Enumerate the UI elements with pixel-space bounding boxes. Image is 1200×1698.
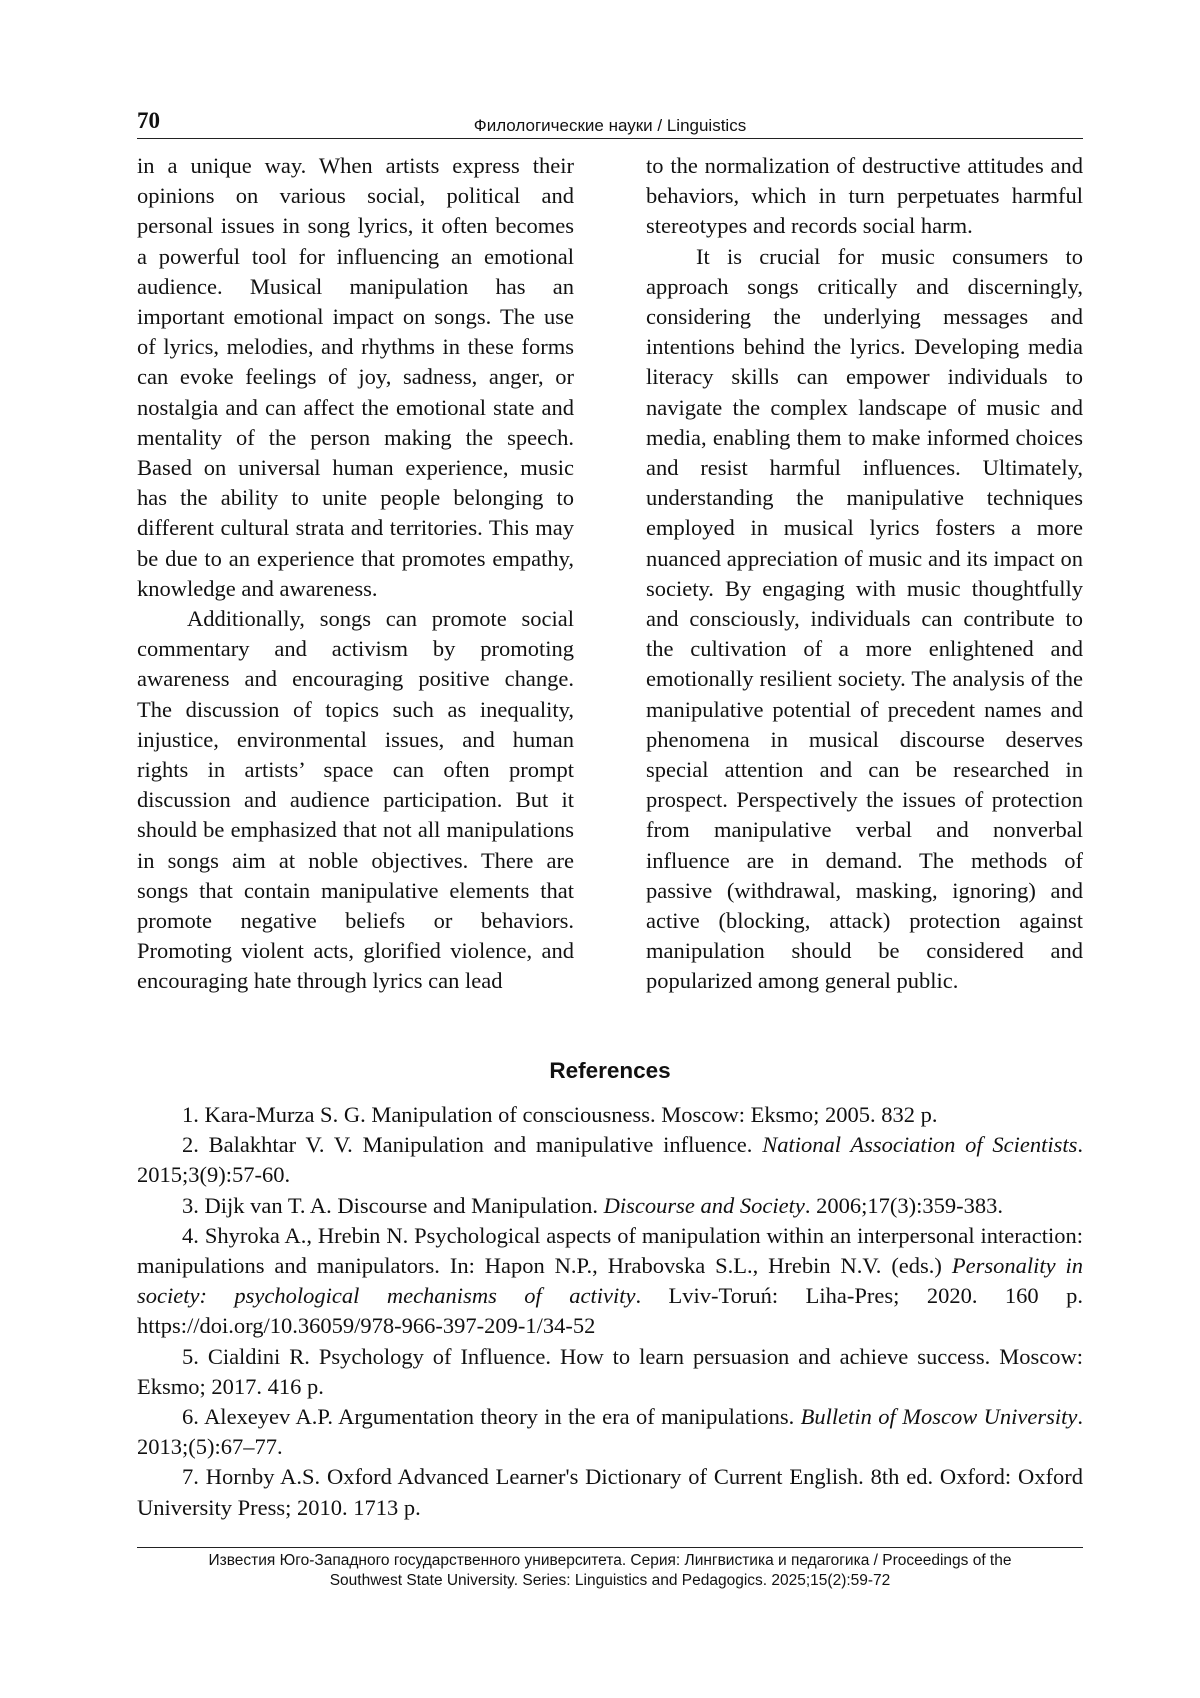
reference-number: 7. xyxy=(182,1464,199,1490)
reference-number: 3. xyxy=(182,1192,199,1218)
reference-details: . Lviv-Toruń: Liha-Pres; 2020. 160 p. https://doi.org/10.36059/978-966-397-209-1/34-52 xyxy=(137,1283,1083,1339)
footer-line: Известия Юго-Западного государственного университета. Серия: Лингвистика и педагогика / Proceedings of the xyxy=(208,1552,1012,1569)
reference-text: Kara-Murza S. G. Manipulation of consciousness. Moscow: Eksmo; 2005. 832 p. xyxy=(204,1102,938,1127)
reference-number: 6. xyxy=(182,1404,199,1430)
reference-item xyxy=(137,1342,1083,1402)
page-number: 70 xyxy=(137,108,160,133)
reference-text: Alexeyev A.P. Argumentation theory in the era of manipulations. xyxy=(204,1404,801,1430)
reference-number: 2. xyxy=(182,1132,199,1158)
right-column xyxy=(646,151,1083,997)
reference-source: Personality in society: psychological mechanisms of activity xyxy=(137,1253,1083,1309)
reference-number: 5. xyxy=(182,1343,199,1369)
reference-text: Balakhtar V. V. Manipulation and manipulative influence. xyxy=(208,1132,763,1158)
reference-item xyxy=(137,1221,1083,1342)
references-list xyxy=(137,1100,1083,1523)
paragraph: in a unique way. When artists express their opinions on various social, political and personal issues in song lyrics, it often becomes a powerful tool for influencing an emotional audience. Musical manipulation has an important emotional impact on songs. The use of lyrics, melodies, and rhythms in these forms can evoke feelings of joy, sadness, anger, or nostalgia and can affect the emotional state and mentality of the person making the speech. Based on universal human experience, music has the ability to unite people belonging to different cultural strata and territories. This may be due to an experience that promotes empathy, knowledge and awareness. xyxy=(137,153,574,601)
reference-number: 1. xyxy=(182,1102,199,1127)
reference-source: National Association of Scientists xyxy=(762,1132,1078,1158)
reference-item xyxy=(137,1402,1083,1462)
reference-number: 4. xyxy=(182,1222,199,1248)
reference-text: Shyroka A., Hrebin N. Psychological aspects of manipulation within an interpersonal interaction: manipulations and manipulators. In: Hapon N.P., Hrabovska S.L., Hrebin N.V. (eds.) xyxy=(137,1222,1084,1279)
reference-text: Cialdini R. Psychology of Influence. How to learn persuasion and achieve success. Moscow: Eksmo; 2017. 416 p. xyxy=(137,1343,1083,1399)
references-heading: References xyxy=(549,1058,671,1083)
paragraph: to the normalization of destructive attitudes and behaviors, which in turn perpetuates harmful stereotypes and records social harm. xyxy=(646,153,1083,239)
reference-item xyxy=(137,1130,1083,1190)
page-footer xyxy=(137,1547,1083,1591)
reference-text: Hornby A.S. Oxford Advanced Learner's Dictionary of Current English. 8th ed. Oxford: Oxford University Press; 2010. 1713 p. xyxy=(137,1464,1084,1520)
reference-item xyxy=(137,1100,1083,1130)
reference-source: Bulletin of Moscow University xyxy=(800,1404,1078,1430)
reference-details: . 2013;(5):67–77. xyxy=(137,1404,1083,1460)
left-column xyxy=(137,151,574,997)
page-header xyxy=(137,106,1083,139)
reference-text: Dijk van T. A. Discourse and Manipulation. xyxy=(204,1192,604,1218)
reference-source: Discourse and Society xyxy=(603,1192,805,1218)
paragraph: It is crucial for music consumers to approach songs critically and discerningly, considering the underlying messages and intentions behind the lyrics. Developing media literacy skills can empower individuals to navigate the complex landscape of music and media, enabling them to make informed choices and resist harmful influences. Ultimately, understanding the manipulative techniques employed in musical lyrics fosters a more nuanced appreciation of music and its impact on society. By engaging with music thoughtfully and consciously, individuals can contribute to the cultivation of a more enlightened and emotionally resilient society. The analysis of the manipulative potential of precedent names and phenomena in musical discourse deserves special attention and can be researched in prospect. Perspectively the issues of protection from manipulative verbal and nonverbal influence are in demand. The methods of passive (withdrawal, masking, ignoring) and active (blocking, attack) protection against manipulation should be considered and popularized among general public. xyxy=(646,243,1083,994)
reference-item xyxy=(137,1462,1083,1522)
footer-line: Southwest State University. Series: Linguistics and Pedagogics. 2025;15(2):59-72 xyxy=(329,1572,891,1589)
reference-details: . 2006;17(3):359-383. xyxy=(804,1192,1003,1218)
reference-item xyxy=(137,1191,1083,1221)
running-head: Филологические науки / Linguistics xyxy=(473,116,747,135)
reference-details: . 2015;3(9):57-60. xyxy=(137,1132,1083,1188)
paragraph: Additionally, songs can promote social commentary and activism by promoting awareness and encouraging positive change. The discussion of topics such as inequality, injustice, environmental issues, and human rights in artists’ space can often prompt discussion and audience participation. But it should be emphasized that not all manipulations in songs aim at noble objectives. There are songs that contain manipulative elements that promote negative beliefs or behaviors. Promoting violent acts, glorified violence, and encouraging hate through lyrics can lead xyxy=(137,606,574,994)
